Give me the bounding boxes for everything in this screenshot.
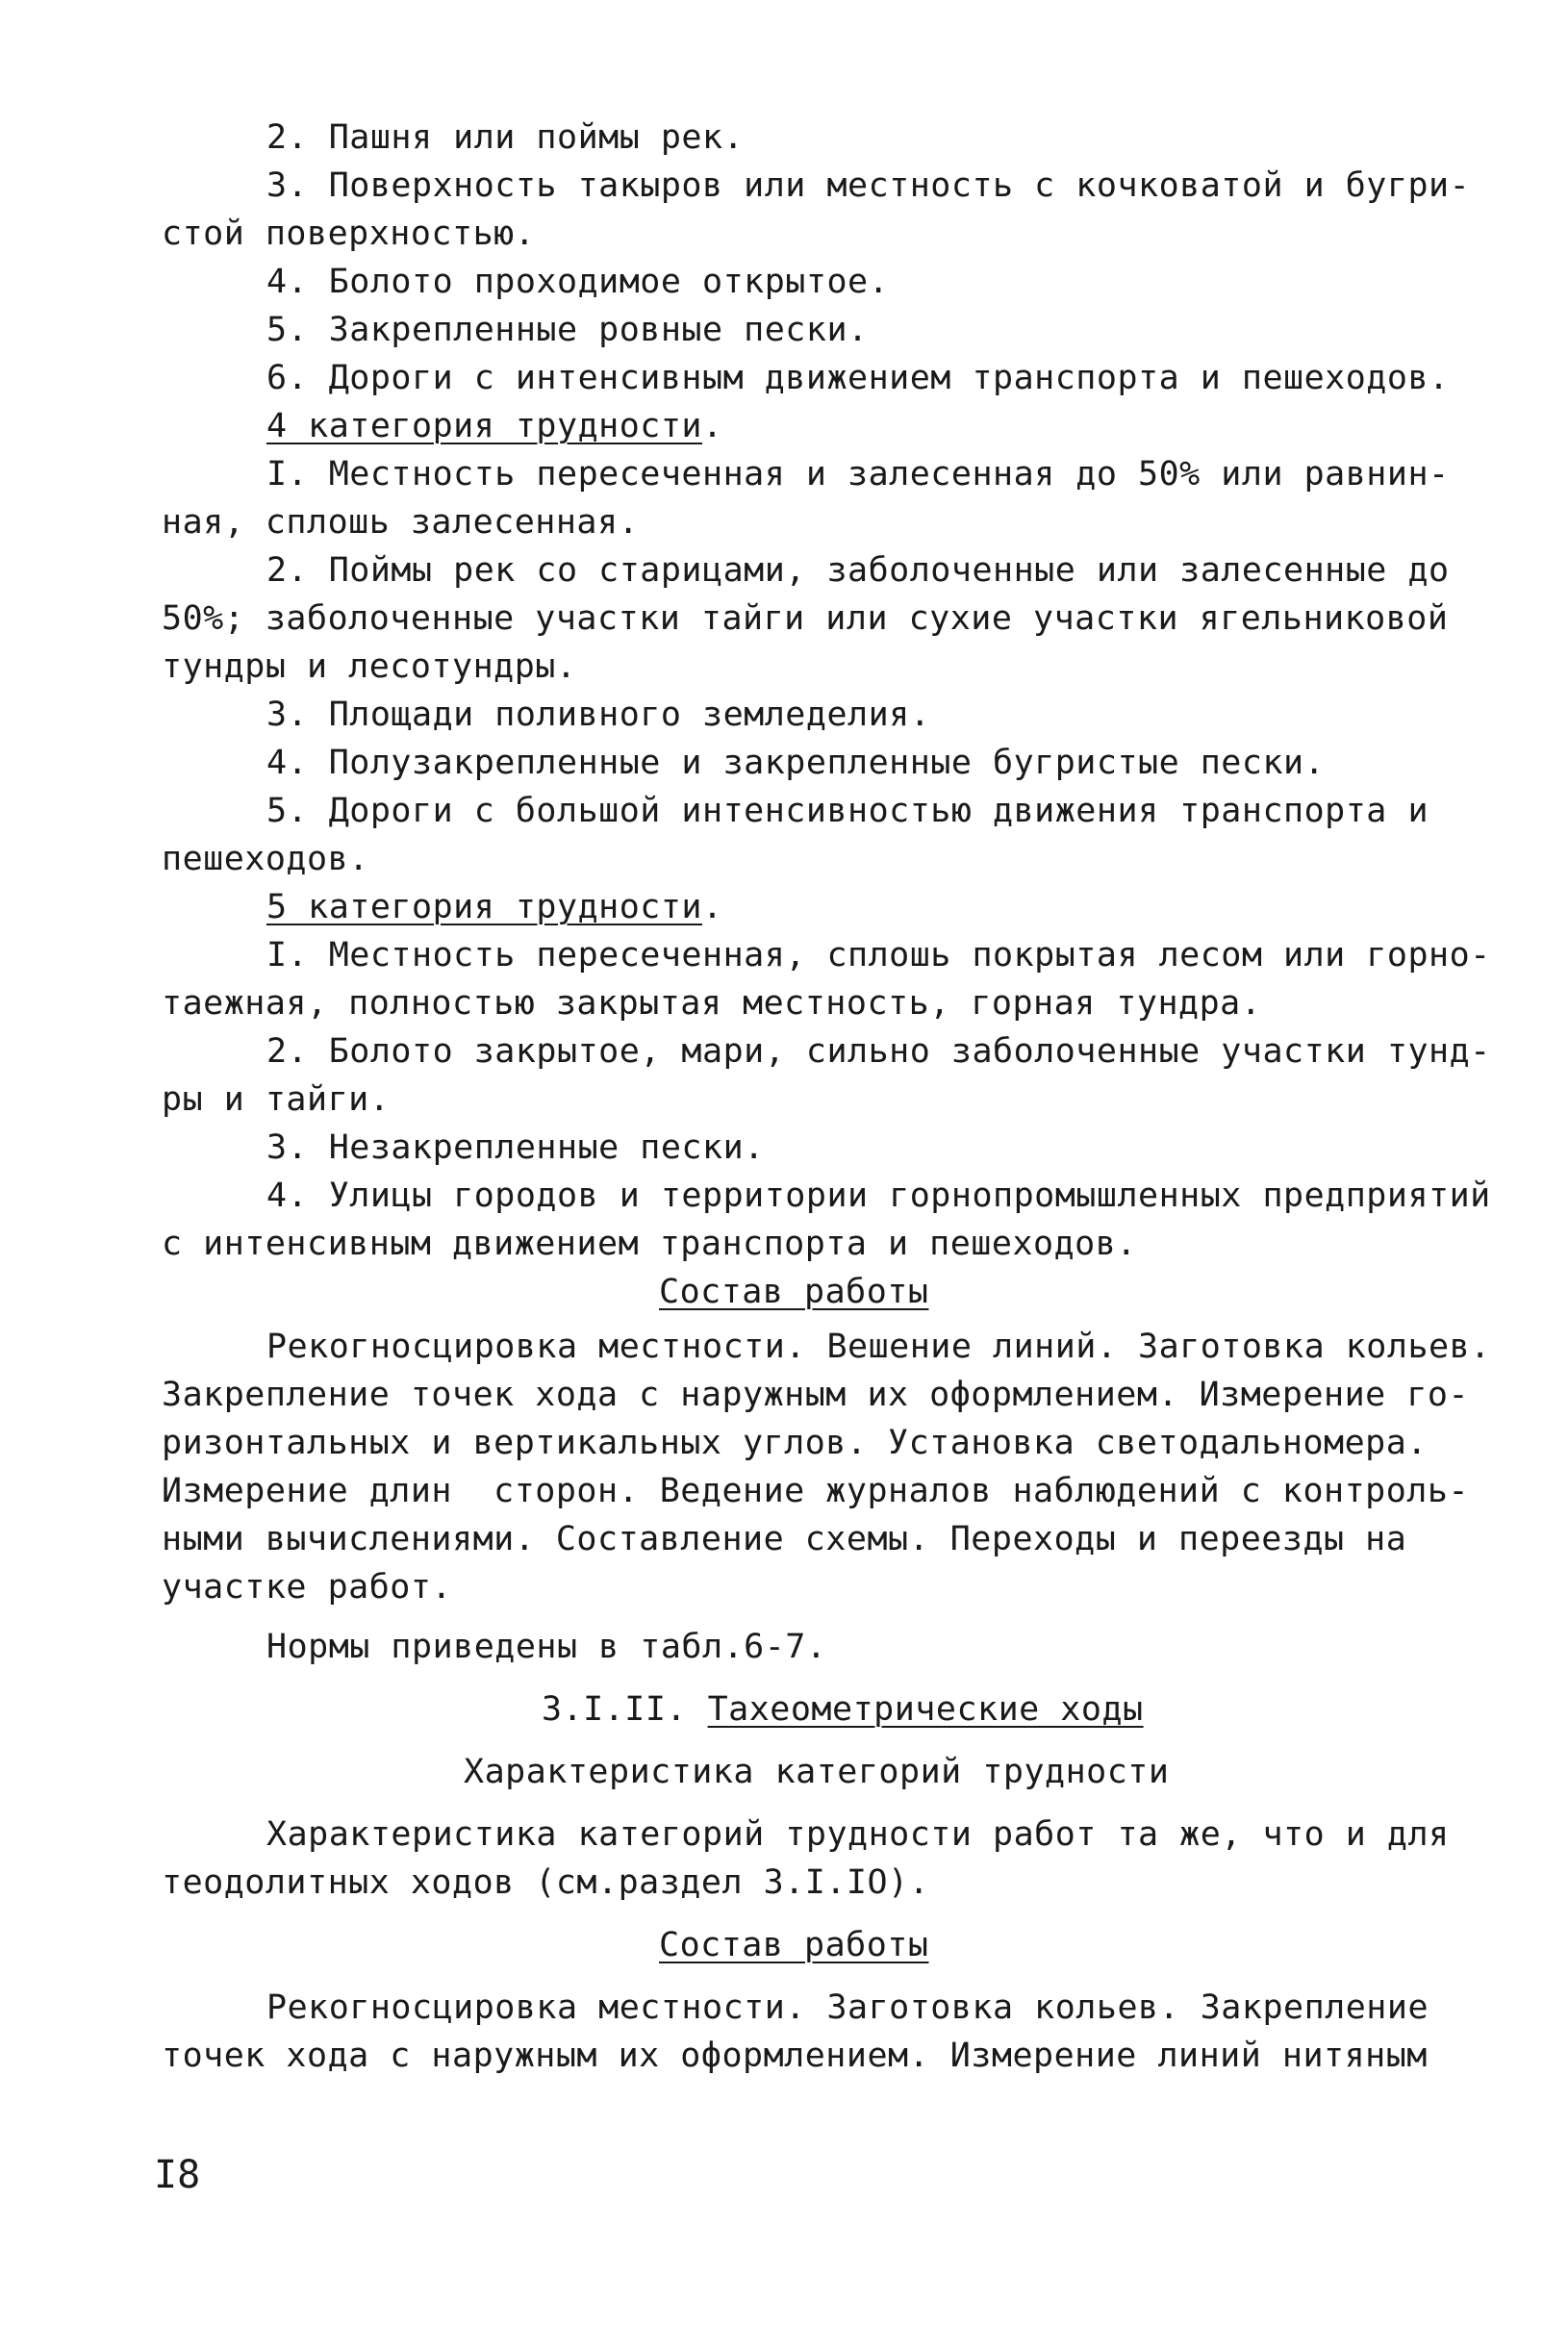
paragraph-line: ризонтальных и вертикальных углов. Установка светодальномера. [162,1424,1428,1462]
heading-period: . [702,888,723,926]
paragraph-line: Рекогносцировка местности. Вешение линий. Заготовка кольев. [266,1328,1491,1366]
list-item: 5. Закрепленные ровные пески. [266,311,869,349]
paragraph-line: точек хода с наружным их оформлением. Измерение линий нитяным [162,2037,1428,2075]
list-item: 3. Поверхность такыров или местность с кочковатой и бугри- [266,166,1471,205]
paragraph-line: Закрепление точек хода с наружным их оформлением. Измерение го- [162,1376,1470,1414]
list-item: 4. Улицы городов и территории горнопромышленных предприятий [266,1177,1491,1215]
heading-period: . [702,407,723,445]
section-title: Тахеометрические ходы [707,1690,1144,1729]
list-item: I. Местность пересеченная, сплошь покрытая лесом или горно- [266,936,1491,975]
section-subtitle-work-composition: Состав работы [659,1273,929,1311]
list-item-continuation: таежная, полностью закрытая местность, горная тундра. [162,984,1262,1023]
category-heading-text: 4 категория трудности [266,407,703,445]
subsection-title: Характеристика категорий трудности [464,1753,1170,1791]
list-item-continuation: ная, сплошь залесенная. [162,503,640,542]
list-item: 2. Поймы рек со старицами, заболоченные или залесенные до [266,551,1450,590]
paragraph-line: участке работ. [162,1568,453,1607]
category-heading-text: 5 категория трудности [266,888,703,926]
list-item: 6. Дороги с интенсивным движением транспорта и пешеходов. [266,359,1450,397]
category-heading-4 [266,405,723,447]
list-item: 4. Полузакрепленные и закрепленные бугристые пески. [266,744,1326,782]
list-item-continuation: тундры и лесотундры. [162,647,577,686]
paragraph-line: Измерение длин сторон. Ведение журналов наблюдений с контроль- [162,1472,1470,1510]
paragraph-line: ными вычислениями. Составление схемы. Переходы и переезды на [162,1520,1407,1558]
list-item: 3. Площади поливного земледелия. [266,696,931,734]
list-item-continuation: 50%; заболоченные участки тайги или сухие участки ягельниковой [162,599,1449,638]
list-item: 2. Болото закрытое, мари, сильно заболоченные участки тунд- [266,1032,1491,1071]
section-heading [542,1688,1144,1731]
norms-reference: Нормы приведены в табл.6-7. [266,1628,827,1666]
list-item: I. Местность пересеченная и залесенная до 50% или равнин- [266,455,1450,494]
paragraph-line: теодолитных ходов (см.раздел 3.I.IO). [162,1863,930,1902]
page-number: I8 [154,2153,201,2197]
list-item-continuation: с интенсивным движением транспорта и пешеходов. [162,1225,1137,1263]
section-number: 3.I.II. [542,1690,708,1729]
paragraph-line: Рекогносцировка местности. Заготовка кольев. Закрепление [266,1988,1429,2027]
paragraph-line: Характеристика категорий трудности работ та же, что и для [266,1815,1450,1854]
list-item-continuation: стой поверхностью. [162,215,536,253]
category-heading-5 [266,886,723,928]
list-item: 3. Незакрепленные пески. [266,1128,765,1167]
section-subtitle-work-composition: Состав работы [659,1926,929,1964]
list-item: 2. Пашня или поймы рек. [266,118,745,157]
list-item-continuation: ры и тайги. [162,1080,391,1119]
list-item: 5. Дороги с большой интенсивностью движения транспорта и [266,792,1429,830]
list-item: 4. Болото проходимое открытое. [266,263,890,301]
list-item-continuation: пешеходов. [162,840,369,878]
